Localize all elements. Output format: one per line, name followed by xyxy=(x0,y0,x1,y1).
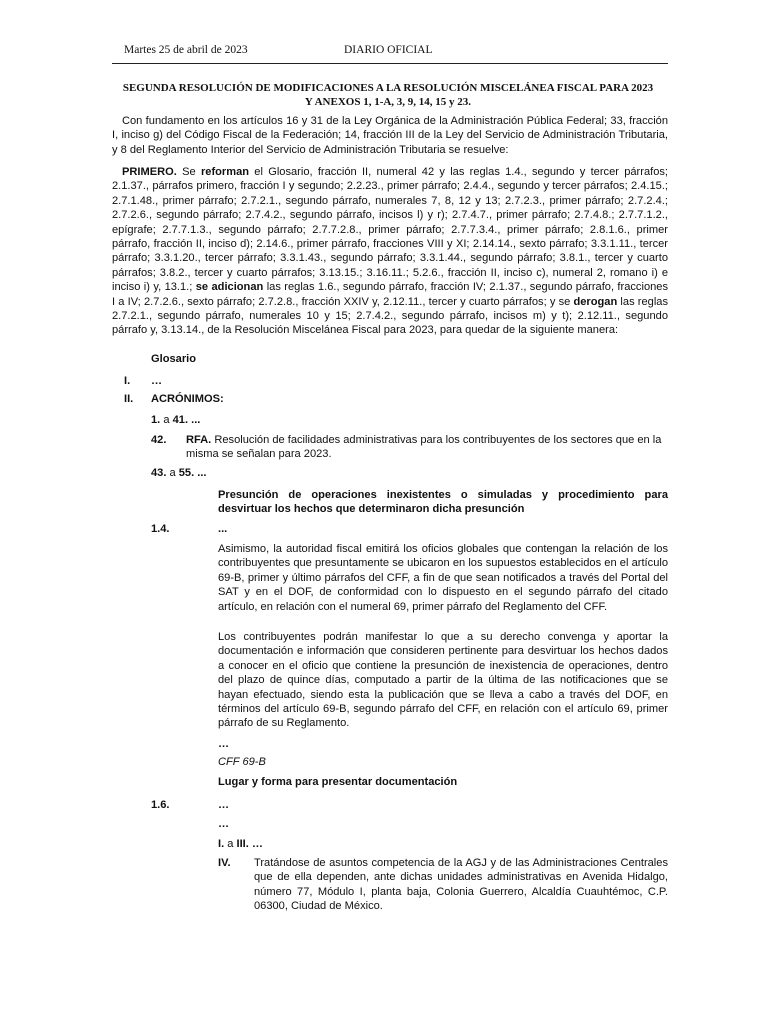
glosario-item-i-label: I. xyxy=(124,375,131,387)
rule-1-4-ellipsis: ... xyxy=(218,523,228,535)
acronym-42-number: 42. xyxy=(151,434,167,446)
title-line-1: SEGUNDA RESOLUCIÓN DE MODIFICACIONES A LA RESOLUCIÓN MISCELÁNEA FISCAL PARA 2023 xyxy=(122,82,654,94)
rule-1-6-heading: Lugar y forma para presentar documentación xyxy=(218,776,458,788)
acronym-range-1: 1. a 41. ... xyxy=(151,414,201,426)
rule-1-4-paragraph-2: Los contribuyentes podrán manifestar lo que a su derecho convenga y aportar la documentación e información que consideren pertinente para desvirtuar los hechos dados a conocer en el oficio que contiene la presunción de inexistencia de operaciones, dentro del plazo de quince días, computado a partir de la última de las notificaciones que se hayan efectuado, siendo esta la publicación que se lleva a cabo a través del DOF, en términos del artículo 69-B, segundo párrafo del CFF, en relación con el artículo 69, primer párrafo de su Reglamento. xyxy=(218,631,668,730)
rule-1-4-paragraph-1: Asimismo, la autoridad fiscal emitirá los oficios globales que contengan la relación de los contribuyentes que presuntamente se ubicaron en los supuestos establecidos en el artículo 69-B, primer y último párrafos del CFF, a fin de que sean notificados a través del Portal del SAT y en el DOF, de conformidad con lo dispuesto en el segundo párrafo del citado artículo, en relación con el numeral 69, primer párrafo del Reglamento del CFF. xyxy=(218,543,668,613)
glosario-item-ii-label: II. xyxy=(124,393,134,405)
header-date: Martes 25 de abril de 2023 xyxy=(124,44,248,56)
glosario-heading: Glosario xyxy=(151,353,197,365)
reforman-keyword: reforman xyxy=(200,166,250,178)
intro-paragraph: Con fundamento en los artículos 16 y 31 de la Ley Orgánica de la Administración Pública Federal; 33, fracción I, inciso g) del Código Fiscal de la Federación; 14, fracción III de la Ley del Servicio de Administración Tributaria, y 8 del Reglamento Interior del Servicio de Administración Tributaria se resuelve: xyxy=(112,115,668,156)
rule-1-4-number: 1.4. xyxy=(151,523,170,535)
document-title xyxy=(108,81,668,109)
rule-1-6-number: 1.6. xyxy=(151,799,170,811)
glosario-item-i-text: … xyxy=(151,375,163,387)
glosario-item-ii-text: ACRÓNIMOS: xyxy=(151,393,224,405)
acronym-42-definition: RFA. Resolución de facilidades administrativas para los contribuyentes de los sectores que en la misma se señalan para 2023. xyxy=(186,434,662,461)
adicionan-keyword: se adicionan xyxy=(195,281,264,294)
rule-1-4-ellipsis-2: … xyxy=(218,738,230,750)
rule-1-4-reference: CFF 69-B xyxy=(218,756,266,768)
derogan-keyword: derogan xyxy=(573,295,618,308)
primero-paragraph: PRIMERO. Se reforman el Glosario, fracción II, numeral 42 y las reglas 1.4., segundo y tercer párrafos; 2.1.37., párrafos primero, fracción I y segundo; 2.2.23., primer párrafo; 2.4.4., segundo y tercer párrafos; 2.4.15.; 2.7.1.48., primer párrafo; 2.7.2.1., segundo párrafo, numerales 7, 8, 12 y 13; 2.7.2.3., primer párrafo; 2.7.2.4.; 2.7.2.6., segundo párrafo; 2.7.4.2., segundo párrafo, incisos l) y r); 2.7.4.7., primer párrafo; 2.7.4.8.; 2.7.7.1.2., epígrafe; 2.7.7.1.3., segundo párrafo; 2.7.7.2.8., primer párrafo; 2.7.7.3.4., primer párrafo; 2.8.1.6., primer párrafo, fracción II, inciso d); 2.14.6., primer párrafo, fracciones VIII y XI; 2.14.14., sexto párrafo; 3.3.1.11., tercer párrafo; 3.3.1.20., tercer párrafo; 3.3.1.43., segundo párrafo; 3.3.1.44., segundo párrafo; 3.8.1., tercer y cuarto párrafos; 3.8.2., tercer y cuarto párrafos; 3.13.15.; 3.16.11.; 5.2.6., fracción II, inciso c), numeral 2, romano i) e inciso i) y, 13.1.; se adicionan las reglas 1.6., segundo párrafo, fracción IV; 2.1.37., segundo párrafo, fracciones I a IV; 2.7.2.6., sexto párrafo; 2.7.2.8., fracción XXIV y, 2.12.11., tercer y cuarto párrafos; y se derogan las reglas 2.7.2.1., segundo párrafo, numerales 10 y 15; 2.7.4.2., segundo párrafo, incisos m) y t); 2.12.11., segundo párrafo y, 3.13.14., de la Resolución Miscelánea Fiscal para 2023, para quedar de la siguiente manera: xyxy=(112,166,669,337)
acronym-rfa: RFA. xyxy=(186,434,212,446)
header-rule xyxy=(112,63,668,64)
rule-1-6-fraction-range: I. a III. … xyxy=(218,838,264,850)
primero-label: PRIMERO. xyxy=(122,166,177,178)
title-line-2: Y ANEXOS 1, 1-A, 3, 9, 14, 15 y 23. xyxy=(304,96,472,108)
rule-1-6-fraction-iv-text: Tratándose de asuntos competencia de la AGJ y de las Administraciones Centrales que de ella dependen, ante dichas unidades administrativas en Avenida Hidalgo, número 77, Módulo I, planta baja, Colonia Guerrero, Alcaldía Cuauhtémoc, C.P. 06300, Ciudad de México. xyxy=(254,857,668,913)
rule-1-6-ellipsis-1: … xyxy=(218,799,230,811)
rule-1-4-heading: Presunción de operaciones inexistentes o simuladas y procedimiento para desvirtuar los hechos que determinaron dicha presunción xyxy=(218,489,668,516)
rule-1-6-ellipsis-2: … xyxy=(218,818,230,830)
rule-1-6-fraction-iv-label: IV. xyxy=(218,857,231,869)
page-header xyxy=(124,44,664,62)
acronym-range-2: 43. a 55. ... xyxy=(151,467,207,479)
publication-name: DIARIO OFICIAL xyxy=(344,44,433,56)
